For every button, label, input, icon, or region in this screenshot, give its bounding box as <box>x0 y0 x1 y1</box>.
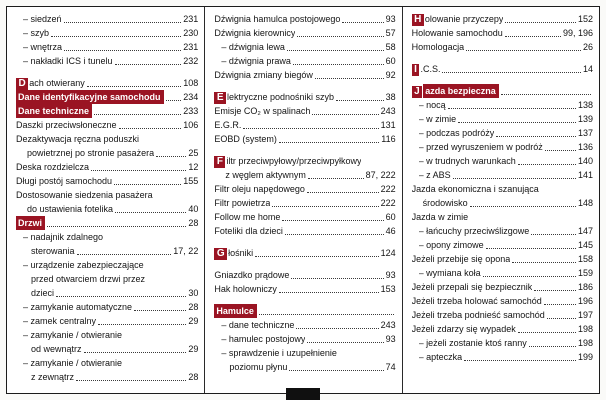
dot-leader <box>51 36 181 37</box>
section-letter: F <box>214 156 225 168</box>
dot-leader <box>114 184 181 185</box>
page-number: 92 <box>385 70 396 80</box>
entry-label: – przed wyruszeniem w podróż <box>418 142 543 152</box>
entry-label: Dezaktywacja ręczna poduszki <box>16 134 140 144</box>
entry-label: E.G.R. <box>214 120 242 130</box>
index-entry <box>412 322 593 336</box>
page-number: 231 <box>183 42 199 52</box>
entry-label: – wymiana koła <box>418 268 481 278</box>
entry-label: Jazda ekonomiczna i szanująca <box>411 184 539 194</box>
entry-label: – w trudnych warunkach <box>418 156 516 166</box>
entry-label: – dźwignia lewa <box>221 42 285 52</box>
entry-label: powietrznej po stronie pasażera <box>27 148 155 158</box>
page-number: 38 <box>385 92 396 102</box>
page-number: 140 <box>577 156 593 166</box>
index-entry <box>16 132 198 146</box>
dot-leader <box>293 64 384 65</box>
page-number: 152 <box>577 14 593 24</box>
entry-label: – wnętrza <box>23 42 63 52</box>
index-entry <box>16 26 198 40</box>
dot-leader <box>518 164 576 165</box>
page-number: 139 <box>577 114 593 124</box>
index-entry <box>412 238 593 252</box>
entry-label: Jeżeli zdarzy się wypadek <box>411 324 516 334</box>
page-number: 30 <box>188 288 199 298</box>
page-number: 233 <box>183 106 199 116</box>
entry-label: Dostosowanie siedzenia pasażera <box>16 190 153 200</box>
page-number: 147 <box>577 226 593 236</box>
entry-label: z węglem aktywnym <box>225 170 306 180</box>
dot-leader <box>115 64 182 65</box>
dot-leader <box>342 22 383 23</box>
page-number: 138 <box>577 100 593 110</box>
index-entry <box>412 98 593 112</box>
dot-leader <box>315 78 384 79</box>
dot-leader <box>119 128 182 129</box>
entry-label: – w zimie <box>418 114 457 124</box>
index-entry <box>412 252 593 266</box>
page-number: 60 <box>385 56 396 66</box>
index-entry <box>16 244 198 258</box>
dot-leader <box>505 36 561 37</box>
entry-label: Jeżeli przepali się bezpiecznik <box>411 282 533 292</box>
dot-leader <box>496 136 576 137</box>
dot-leader <box>87 86 182 87</box>
index-entry <box>412 40 593 54</box>
dot-leader <box>166 100 182 101</box>
index-entry <box>16 272 198 286</box>
page-number: 222 <box>380 198 396 208</box>
entry-label: Follow me home <box>214 212 281 222</box>
index-entry <box>16 356 198 370</box>
entry-label: Jazda w zimie <box>411 212 469 222</box>
index-entry <box>214 210 395 224</box>
entry-label: – szyb <box>23 28 50 38</box>
index-entry <box>412 350 593 364</box>
entry-label: do ustawienia fotelika <box>27 204 114 214</box>
entry-label: Filtr oleju napędowego <box>214 184 305 194</box>
page-number: 87, 222 <box>365 170 396 180</box>
entry-label: Jeżeli trzeba podnieść samochód <box>411 310 545 320</box>
entry-label: – podczas podróży <box>418 128 495 138</box>
index-entry <box>412 12 593 26</box>
index-entry <box>214 54 395 68</box>
dot-leader <box>529 346 576 347</box>
entry-label: Foteliki dla dzieci <box>214 226 283 236</box>
entry-label: od wewnątrz <box>31 344 82 354</box>
entry-label: – zamykanie automatyczne <box>23 302 133 312</box>
entry-label: z zewnątrz <box>31 372 75 382</box>
index-entry <box>412 126 593 140</box>
index-entry <box>412 62 593 76</box>
page-number: 159 <box>577 268 593 278</box>
entry-label: – z ABS <box>418 170 451 180</box>
dot-leader <box>483 276 576 277</box>
entry-label: lektryczne podnośniki szyb <box>227 92 335 102</box>
index-entry <box>214 12 395 26</box>
entry-label: Hak holowniczy <box>214 284 277 294</box>
entry-label: olowanie przyczepy <box>424 14 504 24</box>
page-number: 196 <box>577 296 593 306</box>
page-number: 186 <box>577 282 593 292</box>
page-number: 60 <box>385 212 396 222</box>
entry-label: Gniazdko prądowe <box>214 270 290 280</box>
entry-label: – apteczka <box>418 352 463 362</box>
index-entry <box>214 224 395 238</box>
dot-leader <box>545 150 576 151</box>
page-number: 93 <box>385 270 396 280</box>
entry-label: – opony zimowe <box>418 240 484 250</box>
dot-leader <box>448 108 576 109</box>
dot-leader <box>94 114 181 115</box>
entry-label: Dane identyfikacyjne samochodu <box>16 90 164 104</box>
dot-leader <box>259 314 394 315</box>
entry-label: – zamykanie / otwieranie <box>23 330 123 340</box>
index-column-3 <box>402 7 599 393</box>
entry-label: – urządzenie zabezpieczające <box>23 260 144 270</box>
entry-label: Daszki przeciwsłoneczne <box>16 120 117 130</box>
dot-leader <box>291 278 383 279</box>
page-number: 197 <box>577 310 593 320</box>
dot-leader <box>64 22 182 23</box>
dot-leader <box>297 36 383 37</box>
dot-leader <box>77 254 172 255</box>
page-number: 17, 22 <box>173 246 199 256</box>
page-number: 131 <box>380 120 396 130</box>
dot-leader <box>56 296 186 297</box>
dot-leader <box>255 256 379 257</box>
dot-leader <box>518 332 576 333</box>
index-entry <box>16 40 198 54</box>
index-entry <box>16 314 198 328</box>
page-number: 108 <box>183 78 199 88</box>
entry-label: EOBD (system) <box>214 134 277 144</box>
entry-label: – sprawdzenie i uzupełnienie <box>221 348 337 358</box>
page-number: 26 <box>582 42 593 52</box>
page-number: 40 <box>188 204 199 214</box>
index-entry <box>412 266 593 280</box>
page-number: 232 <box>183 56 199 66</box>
page-number: 58 <box>385 42 396 52</box>
index-entry <box>214 318 395 332</box>
entry-label: środowisko <box>422 198 468 208</box>
page-number: 243 <box>380 106 396 116</box>
index-entry <box>214 268 395 282</box>
page-number: 198 <box>577 324 593 334</box>
section-letter: J <box>412 86 423 98</box>
entry-label: Długi postój samochodu <box>16 176 113 186</box>
index-entry <box>16 300 198 314</box>
index-entry <box>412 168 593 182</box>
section-letter: D <box>16 78 28 90</box>
index-entry <box>214 90 395 104</box>
index-entry <box>412 112 593 126</box>
dot-leader <box>547 318 576 319</box>
entry-label: Jeżeli trzeba holować samochód <box>411 296 542 306</box>
section-letter: H <box>412 14 424 26</box>
entry-label: ach otwierany <box>29 78 85 88</box>
entry-label: przed otwarciem drzwi przez <box>31 274 146 284</box>
page-number: 57 <box>385 28 396 38</box>
index-entry <box>412 196 593 210</box>
index-entry <box>16 258 198 272</box>
dot-leader <box>84 352 187 353</box>
index-entry <box>214 40 395 54</box>
dot-leader <box>464 360 576 361</box>
index-entry <box>16 202 198 216</box>
entry-label: Dźwignia kierownicy <box>214 28 296 38</box>
index-entry <box>412 224 593 238</box>
page-number: 29 <box>188 316 199 326</box>
index-entry <box>214 182 395 196</box>
dot-leader <box>312 114 378 115</box>
dot-leader <box>453 178 576 179</box>
index-entry <box>16 54 198 68</box>
dot-leader <box>442 72 581 73</box>
page-number: 116 <box>381 134 396 144</box>
entry-label: łośniki <box>228 248 254 258</box>
index-column-1 <box>7 7 204 393</box>
entry-label: Jeżeli przebije się opona <box>411 254 511 264</box>
index-entry <box>412 294 593 308</box>
page-number: 46 <box>385 226 396 236</box>
index-entry <box>16 328 198 342</box>
page-number: 12 <box>188 162 199 172</box>
index-entry <box>214 104 395 118</box>
index-entry <box>412 140 593 154</box>
index-entry <box>412 336 593 350</box>
index-entry <box>412 26 593 40</box>
page-number: 28 <box>188 372 199 382</box>
entry-label: dzieci <box>31 288 55 298</box>
section-letter: I <box>412 64 420 76</box>
entry-label: – siedzeń <box>23 14 62 24</box>
index-entry <box>16 230 198 244</box>
index-entry <box>214 282 395 296</box>
section-letter: E <box>214 92 226 104</box>
index-entry <box>16 342 198 356</box>
page-number: 153 <box>380 284 396 294</box>
dot-leader <box>296 328 378 329</box>
page-number: 29 <box>188 344 199 354</box>
page-number: 199 <box>577 352 593 362</box>
index-entry <box>16 76 198 90</box>
page-number: 198 <box>577 338 593 348</box>
dot-leader <box>272 206 378 207</box>
page-number: 234 <box>183 92 199 102</box>
index-entry <box>16 118 198 132</box>
page-number: 230 <box>183 28 199 38</box>
entry-label: Filtr powietrza <box>214 198 271 208</box>
dot-leader <box>287 50 384 51</box>
dot-leader <box>115 212 186 213</box>
index-entry <box>16 160 198 174</box>
index-entry <box>16 104 198 118</box>
entry-label: – zamek centralny <box>23 316 97 326</box>
entry-label: Drzwi <box>16 216 45 230</box>
page-number: 14 <box>582 64 593 74</box>
index-entry <box>214 26 395 40</box>
index-entry <box>16 370 198 384</box>
index-entry <box>214 346 395 360</box>
dot-leader <box>285 234 384 235</box>
index-entry <box>214 196 395 210</box>
dot-leader <box>307 192 379 193</box>
dot-leader <box>307 342 383 343</box>
page-number: 141 <box>577 170 593 180</box>
dot-leader <box>470 206 576 207</box>
entry-label: .C.S. <box>420 64 441 74</box>
page-number: 74 <box>385 362 396 372</box>
index-entry <box>16 12 198 26</box>
index-entry <box>16 174 198 188</box>
dot-leader <box>76 380 186 381</box>
dot-leader <box>243 128 378 129</box>
page-number: 99, 196 <box>562 28 593 38</box>
entry-label: Holowanie samochodu <box>411 28 503 38</box>
page-number: 93 <box>385 334 396 344</box>
dot-leader <box>91 170 186 171</box>
index-entry <box>214 154 395 168</box>
page-number: 148 <box>577 198 593 208</box>
index-entry <box>412 84 593 98</box>
index-entry <box>16 146 198 160</box>
dot-leader <box>466 50 581 51</box>
index-entry <box>214 304 395 318</box>
dot-leader <box>279 142 379 143</box>
dot-leader <box>336 100 384 101</box>
page-number: 93 <box>385 14 396 24</box>
index-entry <box>214 132 395 146</box>
page-number: 25 <box>188 148 199 158</box>
entry-label: – dane techniczne <box>221 320 295 330</box>
entry-label: – dźwignia prawa <box>221 56 291 66</box>
index-columns <box>7 7 599 393</box>
dot-leader <box>279 292 379 293</box>
entry-label: Hamulce <box>214 304 257 318</box>
page-number: 243 <box>380 320 396 330</box>
index-entry <box>214 68 395 82</box>
index-entry <box>16 286 198 300</box>
page-number: 145 <box>577 240 593 250</box>
dot-leader <box>512 262 576 263</box>
index-entry <box>16 216 198 230</box>
page-number: 28 <box>188 302 199 312</box>
index-entry <box>412 308 593 322</box>
page-number: 124 <box>380 248 396 258</box>
index-entry <box>412 210 593 224</box>
entry-label: Deska rozdzielcza <box>16 162 90 172</box>
dot-leader <box>64 50 181 51</box>
index-column-2 <box>204 7 401 393</box>
entry-label: iltr przeciwpyłowy/przeciwpyłkowy <box>226 156 362 166</box>
dot-leader <box>501 94 591 95</box>
dot-leader <box>544 304 576 305</box>
index-entry <box>412 154 593 168</box>
entry-label: Dane techniczne <box>16 104 92 118</box>
dot-leader <box>47 226 186 227</box>
index-entry <box>16 188 198 202</box>
dot-leader <box>505 22 576 23</box>
entry-label: – hamulec postojowy <box>221 334 306 344</box>
dot-leader <box>156 156 186 157</box>
entry-label: sterowania <box>31 246 75 256</box>
entry-label: poziomu płynu <box>229 362 288 372</box>
entry-label: – jeżeli zostanie ktoś ranny <box>418 338 527 348</box>
index-entry <box>214 246 395 260</box>
dot-leader <box>486 248 576 249</box>
page-number: 136 <box>577 142 593 152</box>
page-number: 106 <box>183 120 199 130</box>
index-entry <box>412 280 593 294</box>
entry-label: – nadajnik zdalnego <box>23 232 104 242</box>
page-tab <box>286 388 320 400</box>
dot-leader <box>458 122 576 123</box>
entry-label: – nakładki ICS i tunelu <box>23 56 113 66</box>
index-entry <box>16 90 198 104</box>
entry-label: azda bezpieczna <box>423 84 499 98</box>
dot-leader <box>531 234 576 235</box>
entry-label: – nocą <box>418 100 446 110</box>
section-letter: G <box>214 248 227 260</box>
entry-label: Dźwignia zmiany biegów <box>214 70 313 80</box>
page-number: 222 <box>380 184 396 194</box>
entry-label: Emisje CO₂ w spalinach <box>214 106 311 116</box>
page-number: 231 <box>183 14 199 24</box>
page-number: 158 <box>577 254 593 264</box>
dot-leader <box>282 220 383 221</box>
index-entry <box>214 332 395 346</box>
entry-label: – łańcuchy przeciwślizgowe <box>418 226 530 236</box>
dot-leader <box>289 370 383 371</box>
entry-label: Homologacja <box>411 42 465 52</box>
index-entry <box>214 360 395 374</box>
dot-leader <box>134 310 186 311</box>
entry-label: Dźwignia hamulca postojowego <box>214 14 341 24</box>
page-number: 28 <box>188 218 199 228</box>
dot-leader <box>98 324 186 325</box>
index-entry <box>412 182 593 196</box>
page-number: 137 <box>577 128 593 138</box>
dot-leader <box>534 290 576 291</box>
index-entry <box>214 168 395 182</box>
dot-leader <box>308 178 364 179</box>
index-entry <box>214 118 395 132</box>
entry-label: – zamykanie / otwieranie <box>23 358 123 368</box>
page-number: 155 <box>183 176 199 186</box>
